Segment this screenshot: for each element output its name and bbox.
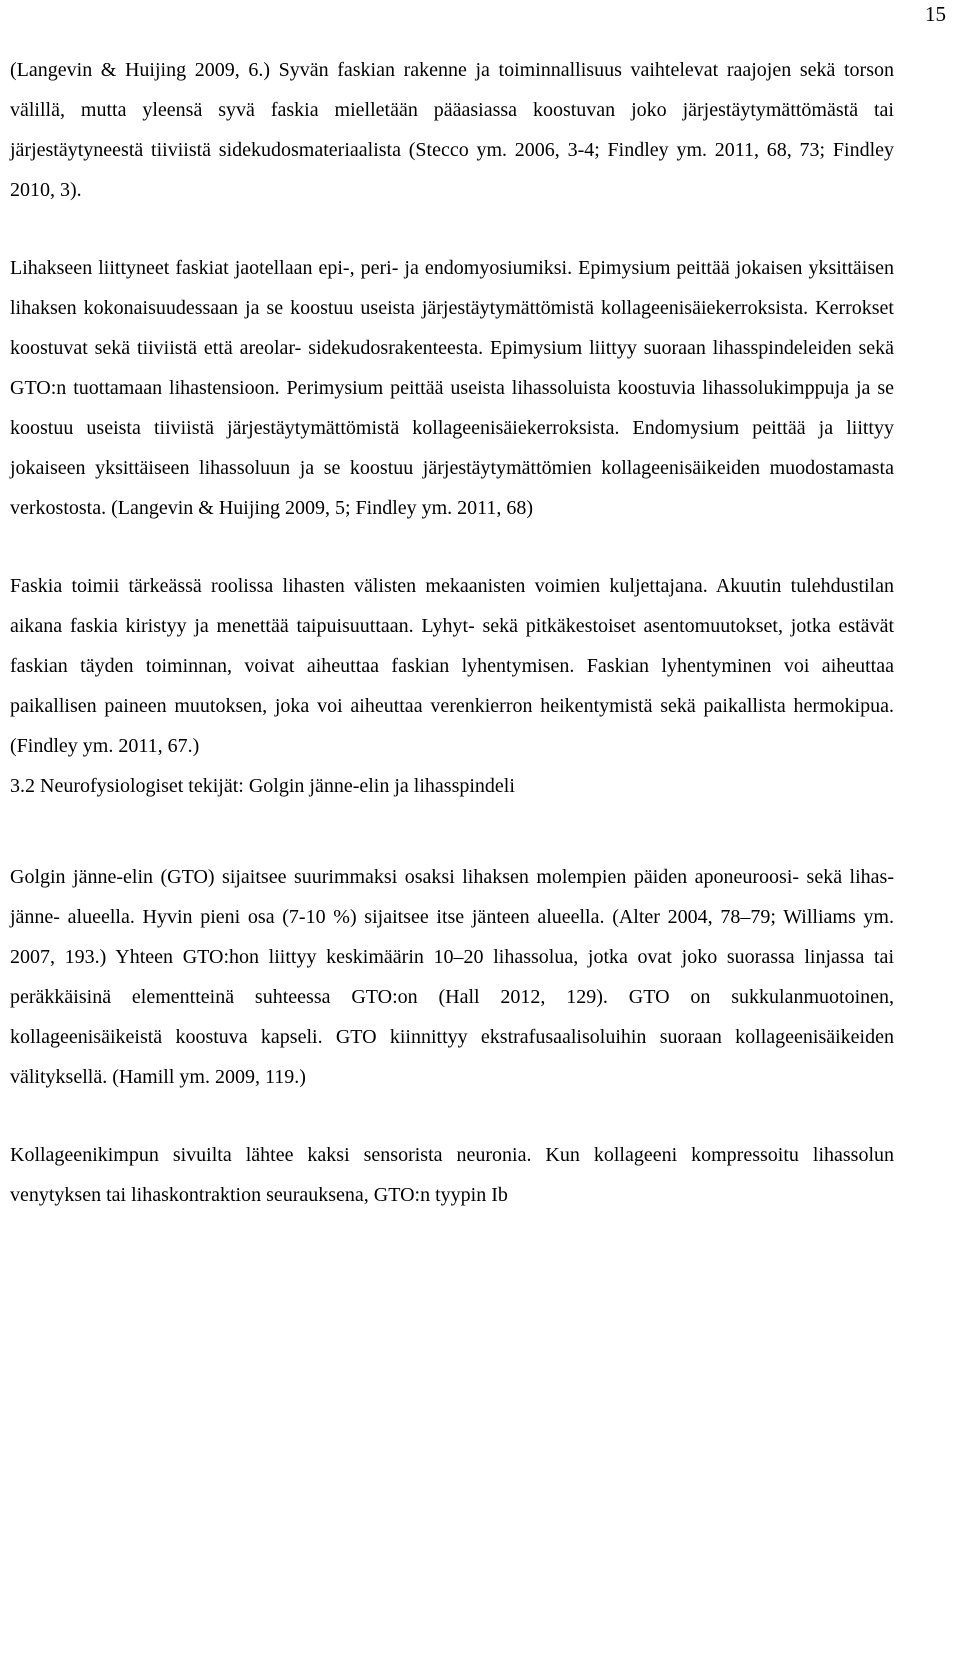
paragraph-muscle-fascia-layers: Lihakseen liittyneet faskiat jaotellaan epi-, peri- ja endomyosiumiksi. Epimysium peittää jokaisen yksittäisen lihaksen kokonaisuudessaan ja se koostuu useista järjestäytymättömistä kollageenisäiekerroksista. Kerrokset koostuvat sekä tiiviistä että areolar- sidekudosrakenteesta. Epimysium liittyy suoraan lihasspindeleiden sekä GTO:n tuottamaan lihastensioon. Perimysium peittää useista lihassoluista koostuvia lihassolukimppuja ja se koostuu useista tiiviistä järjestäytymättömistä kollageenisäiekerroksista. Endomysium peittää ja liittyy jokaiseen yksittäiseen lihassoluun ja se koostuu järjestäytymättömien kollageenisäikeiden muodostamasta verkostosta. (Langevin & Huijing 2009, 5; Findley ym. 2011, 68) <box>10 257 894 519</box>
paragraph-sensory-neurons: Kollageenikimpun sivuilta lähtee kaksi sensorista neuronia. Kun kollageeni kompressoitu lihassolun venytyksen tai lihaskontraktion seurauksena, GTO:n tyypin Ib <box>10 1144 894 1206</box>
paragraph-fascia-function: Faskia toimii tärkeässä roolissa lihasten välisten mekaanisten voimien kuljettajana. Akuutin tulehdustilan aikana faskia kiristyy ja menettää taipuisuuttaan. Lyhyt- sekä pitkäkestoiset asentomuutokset, jotka estävät faskian täyden toiminnan, voivat aiheuttaa faskian lyhentymisen. Faskian lyhentyminen voi aiheuttaa paikallisen paineen muutoksen, joka voi aiheuttaa verenkierron heikentymistä sekä paikallista hermokipua. (Findley ym. 2011, 67.) <box>10 575 894 757</box>
page-number: 15 <box>925 2 946 26</box>
paragraph-golgi-tendon-organ: Golgin jänne-elin (GTO) sijaitsee suurimmaksi osaksi lihaksen molempien päiden aponeuroosi- sekä lihas-jänne- alueella. Hyvin pieni osa (7-10 %) sijaitsee itse jänteen alueella. (Alter 2004, 78–79; Williams ym. 2007, 193.) Yhteen GTO:hon liittyy keskimäärin 10–20 lihassolua, jotka ovat joko suorassa linjassa tai peräkkäisinä elementteinä suhteessa GTO:on (Hall 2012, 129). GTO on sukkulanmuotoinen, kollageenisäikeistä koostuva kapseli. GTO kiinnittyy ekstrafusaalisoluihin suoraan kollageenisäikeiden välityksellä. (Hamill ym. 2009, 119.) <box>10 866 894 1088</box>
section-heading: 3.2 Neurofysiologiset tekijät: Golgin jänne-elin ja lihasspindeli <box>10 775 515 797</box>
document-body <box>10 50 894 1215</box>
paragraph-fascia-structure: (Langevin & Huijing 2009, 6.) Syvän faskian rakenne ja toiminnallisuus vaihtelevat raajojen sekä torson välillä, mutta yleensä syvä faskia mielletään pääasiassa koostuvan joko järjestäytymättömästä tai järjestäytyneestä tiiviistä sidekudosmateriaalista (Stecco ym. 2006, 3-4; Findley ym. 2011, 68, 73; Findley 2010, 3). <box>10 59 894 201</box>
